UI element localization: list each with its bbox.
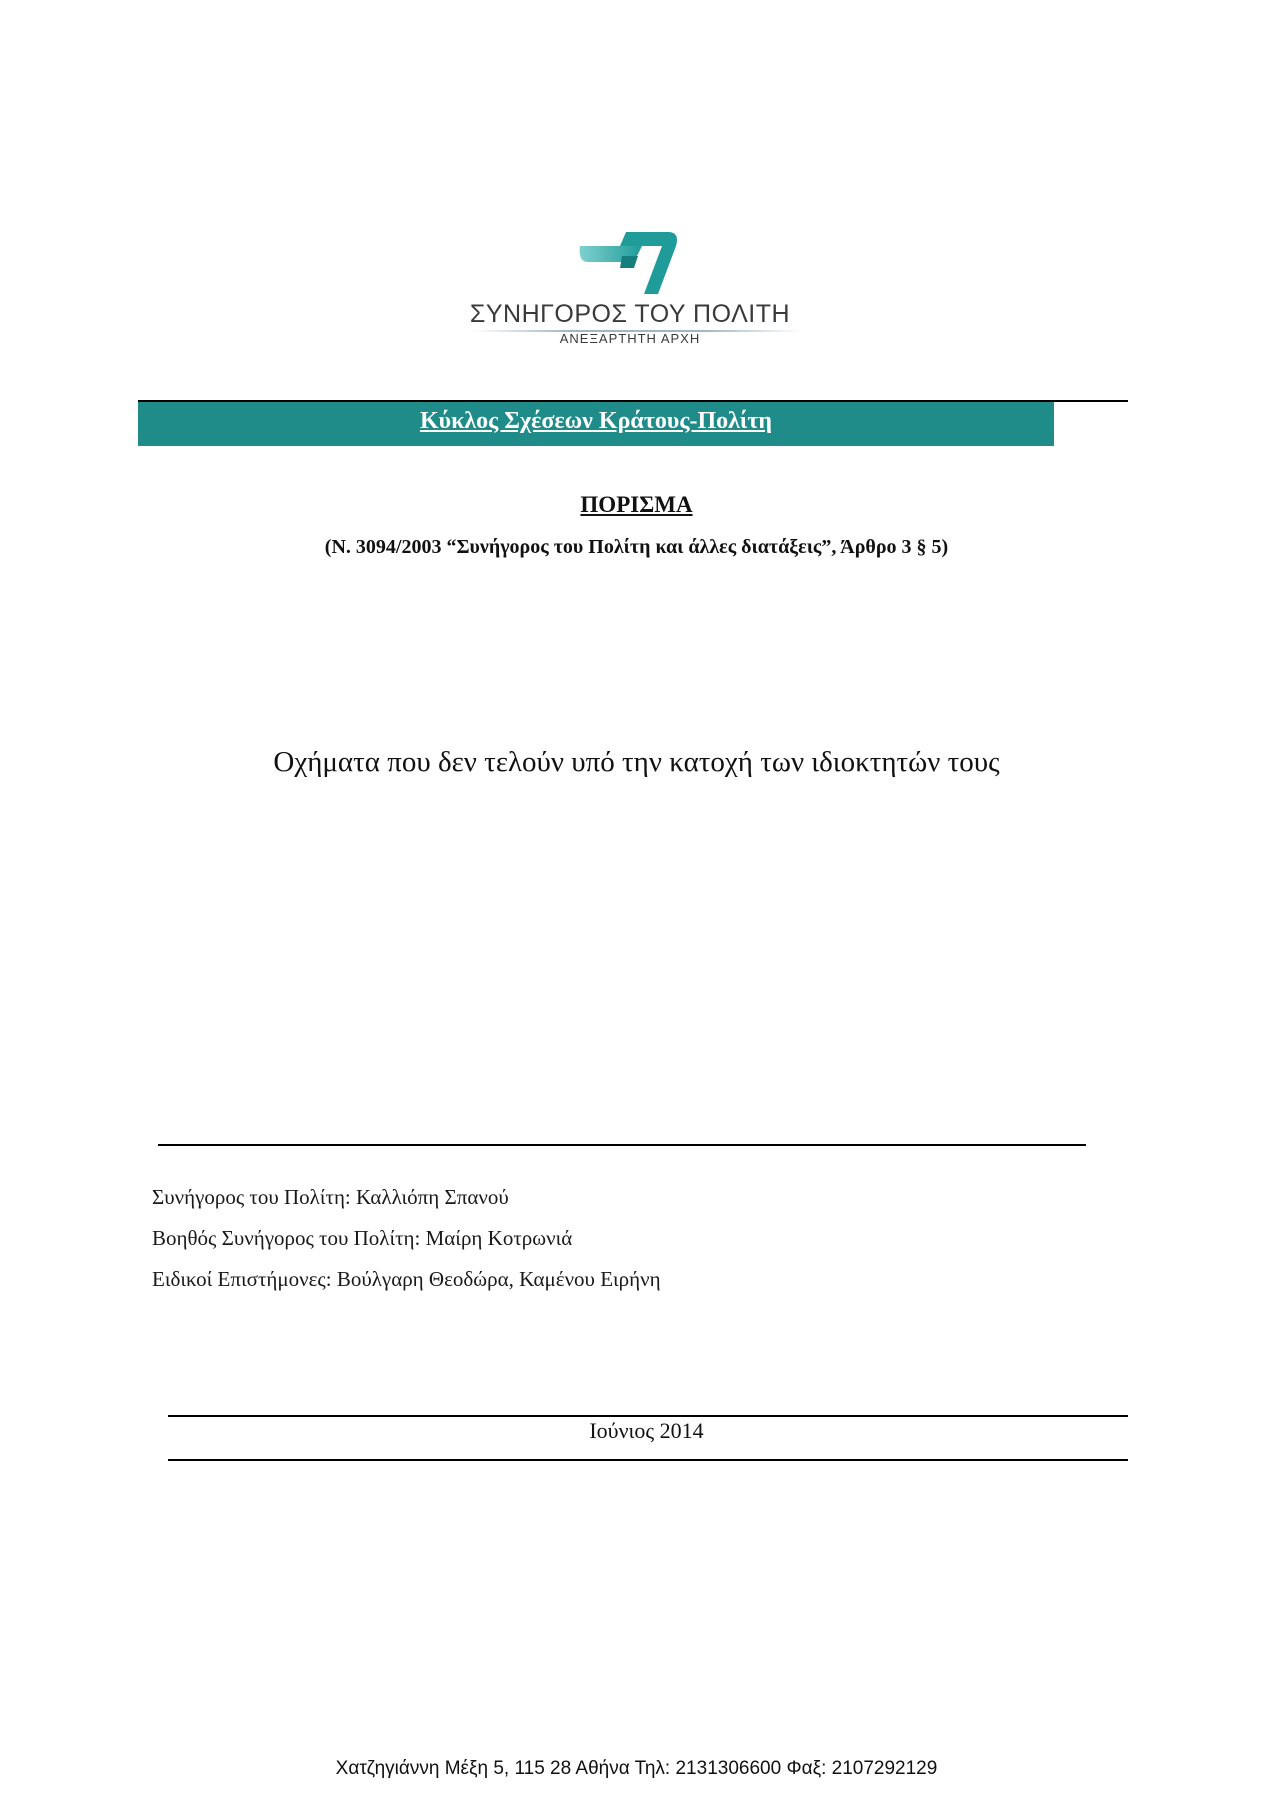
ombudsman-arrow-icon — [576, 228, 686, 298]
document-title: Οχήματα που δεν τελούν υπό την κατοχή των ιδιοκτητών τους — [273, 746, 1000, 778]
logo-title: ΣΥΝΗΓΟΡΟΣ ΤΟΥ ΠΟΛΙΤΗ — [469, 300, 791, 328]
footer-contact: Χατζηγιάννη Μέξη 5, 115 28 Αθήνα Τηλ: 2131306600 Φαξ: 2107292129 — [335, 1758, 938, 1779]
staff-line-specialists: Ειδικοί Επιστήμονες: Βούλγαρη Θεοδώρα, Καμένου Ειρήνη — [152, 1267, 661, 1291]
staff-line-deputy: Βοηθός Συνήγορος του Πολίτη: Μαίρη Κοτρωνιά — [152, 1226, 573, 1250]
section-band-label: Κύκλος Σχέσεων Κράτους-Πολίτη — [419, 408, 773, 434]
staff-top-rule — [158, 1144, 1086, 1146]
legal-basis: (Ν. 3094/2003 “Συνήγορος του Πολίτη και άλλες διατάξεις”, Άρθρο 3 § 5) — [324, 536, 949, 558]
date-bottom-rule — [168, 1459, 1128, 1461]
logo-subtitle: ΑΝΕΞΑΡΤΗΤΗ ΑΡΧΗ — [559, 331, 701, 346]
document-type-heading: ΠΟΡΙΣΜΑ — [580, 492, 693, 517]
staff-line-ombudsman: Συνήγορος του Πολίτη: Καλλιόπη Σπανού — [152, 1185, 509, 1209]
document-date: Ιούνιος 2014 — [589, 1418, 704, 1443]
date-top-rule — [168, 1415, 1128, 1417]
